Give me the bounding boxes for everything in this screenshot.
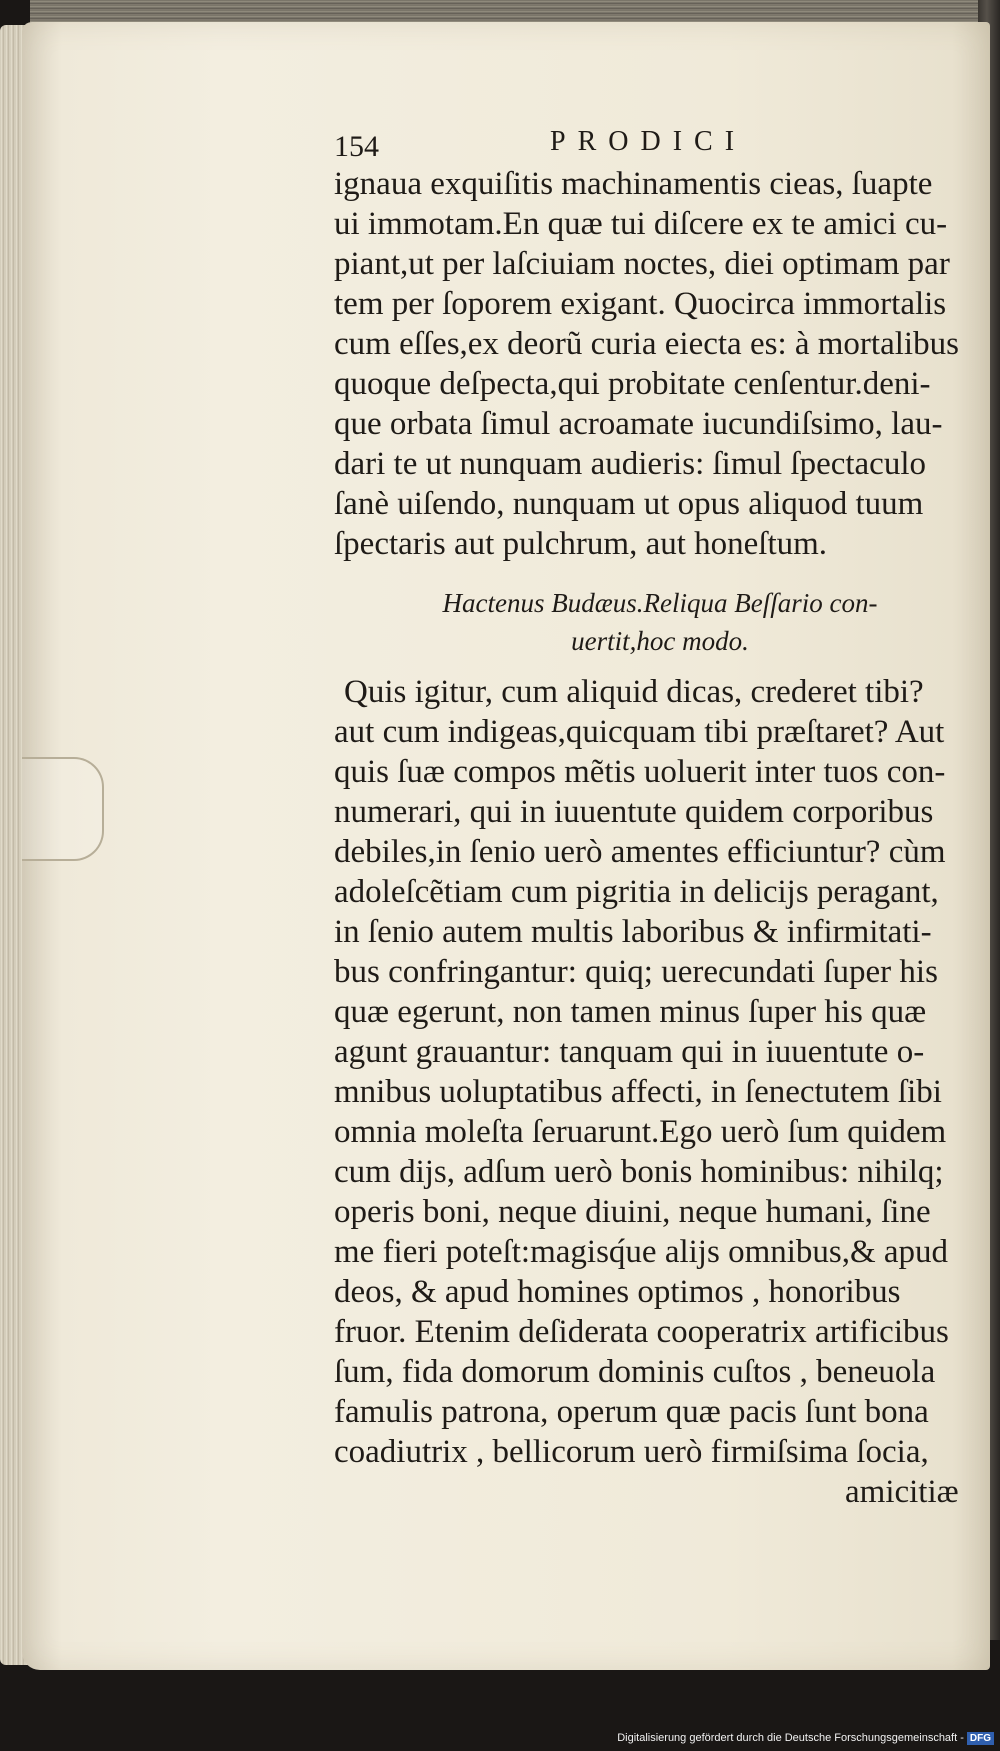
text-line: deos, & apud homines optimos , honoribus: [334, 1274, 901, 1310]
page-tab-mark: [22, 757, 104, 861]
translator-note: [300, 584, 980, 660]
text-line: aut cum indigeas,quicquam tibi præſtaret? Aut: [334, 714, 945, 750]
text-line: coadiutrix , bellicorum uerò firmiſsima ſocia,: [334, 1434, 929, 1470]
text-line: adoleſcẽtiam cum pigritia in delicijs peragant,: [334, 874, 939, 910]
text-line: numerari, qui in iuuentute quidem corporibus: [334, 794, 934, 830]
text-line: tem per ſoporem exigant. Quocirca immortalis: [334, 286, 947, 322]
paragraph-1: [300, 164, 980, 564]
text-line: piant,ut per laſciuiam noctes, diei optimam par: [334, 246, 950, 282]
text-line: ignaua exquiſitis machinamentis cieas, ſuapte: [334, 166, 933, 202]
credit-text: Digitalisierung gefördert durch die Deutsche Forschungsgemeinschaft -: [617, 1732, 964, 1744]
text-line: dari te ut nunquam audieris: ſimul ſpectaculo: [334, 446, 927, 482]
text-line: ui immotam.En quæ tui diſcere ex te amici cu-: [334, 206, 948, 242]
text-line: debiles,in ſenio uerò amentes efficiuntur? cùm: [334, 834, 946, 870]
running-head: [300, 120, 980, 164]
dfg-logo: DFG: [967, 1732, 994, 1745]
text-line: ſum, fida domorum dominis cuſtos , beneuola: [334, 1354, 936, 1390]
text-line: ſanè uiſendo, nunquam ut opus aliquod tuum: [334, 486, 924, 522]
text-line: cum dijs, adſum uerò bonis hominibus: nihilq;: [334, 1154, 944, 1190]
text-line: quis ſuæ compos mẽtis uoluerit inter tuos con-: [334, 754, 946, 790]
text-line: fruor. Etenim deſiderata cooperatrix artificibus: [334, 1314, 949, 1350]
paragraph-2: [300, 672, 980, 1512]
text-line: bus confringantur: quiq; uerecundati ſuper his: [334, 954, 938, 990]
text-line: mnibus uoluptatibus affecti, in ſenectutem ſibi: [334, 1074, 942, 1110]
text-line: quoque deſpecta,qui probitate cenſentur.deni-: [334, 366, 931, 402]
text-line: me fieri poteſt:magisq́ue alijs omnibus,& apud: [334, 1234, 949, 1270]
text-line: famulis patrona, operum quæ pacis ſunt bona: [334, 1394, 929, 1430]
text-line: que orbata ſimul acroamate iucundiſsimo, lau-: [334, 406, 943, 442]
note-line: uertit,hoc modo.: [571, 626, 749, 656]
text-line: in ſenio autem multis laboribus & infirmitati-: [334, 914, 932, 950]
digitization-credit: [617, 1732, 994, 1745]
page-text: [300, 120, 980, 1512]
page-number: 154: [334, 130, 379, 163]
running-title: PRODICI: [550, 126, 747, 157]
text-line: omnia moleſta ſeruarunt.Ego uerò ſum quidem: [334, 1114, 947, 1150]
text-line: cum eſſes,ex deorũ curia eiecta es: à mortalibus: [334, 326, 959, 362]
catchword: amicitiæ: [845, 1474, 959, 1510]
note-line: Hactenus Budæus.Reliqua Beſſario con-: [442, 588, 878, 618]
text-line: ſpectaris aut pulchrum, aut honeſtum.: [334, 526, 828, 562]
text-line: Quis igitur, cum aliquid dicas, crederet tibi?: [344, 674, 924, 710]
text-line: operis boni, neque diuini, neque humani, ſine: [334, 1194, 931, 1230]
text-line: agunt grauantur: tanquam qui in iuuentute o-: [334, 1034, 925, 1070]
text-line: quæ egerunt, non tamen minus ſuper his quæ: [334, 994, 927, 1030]
